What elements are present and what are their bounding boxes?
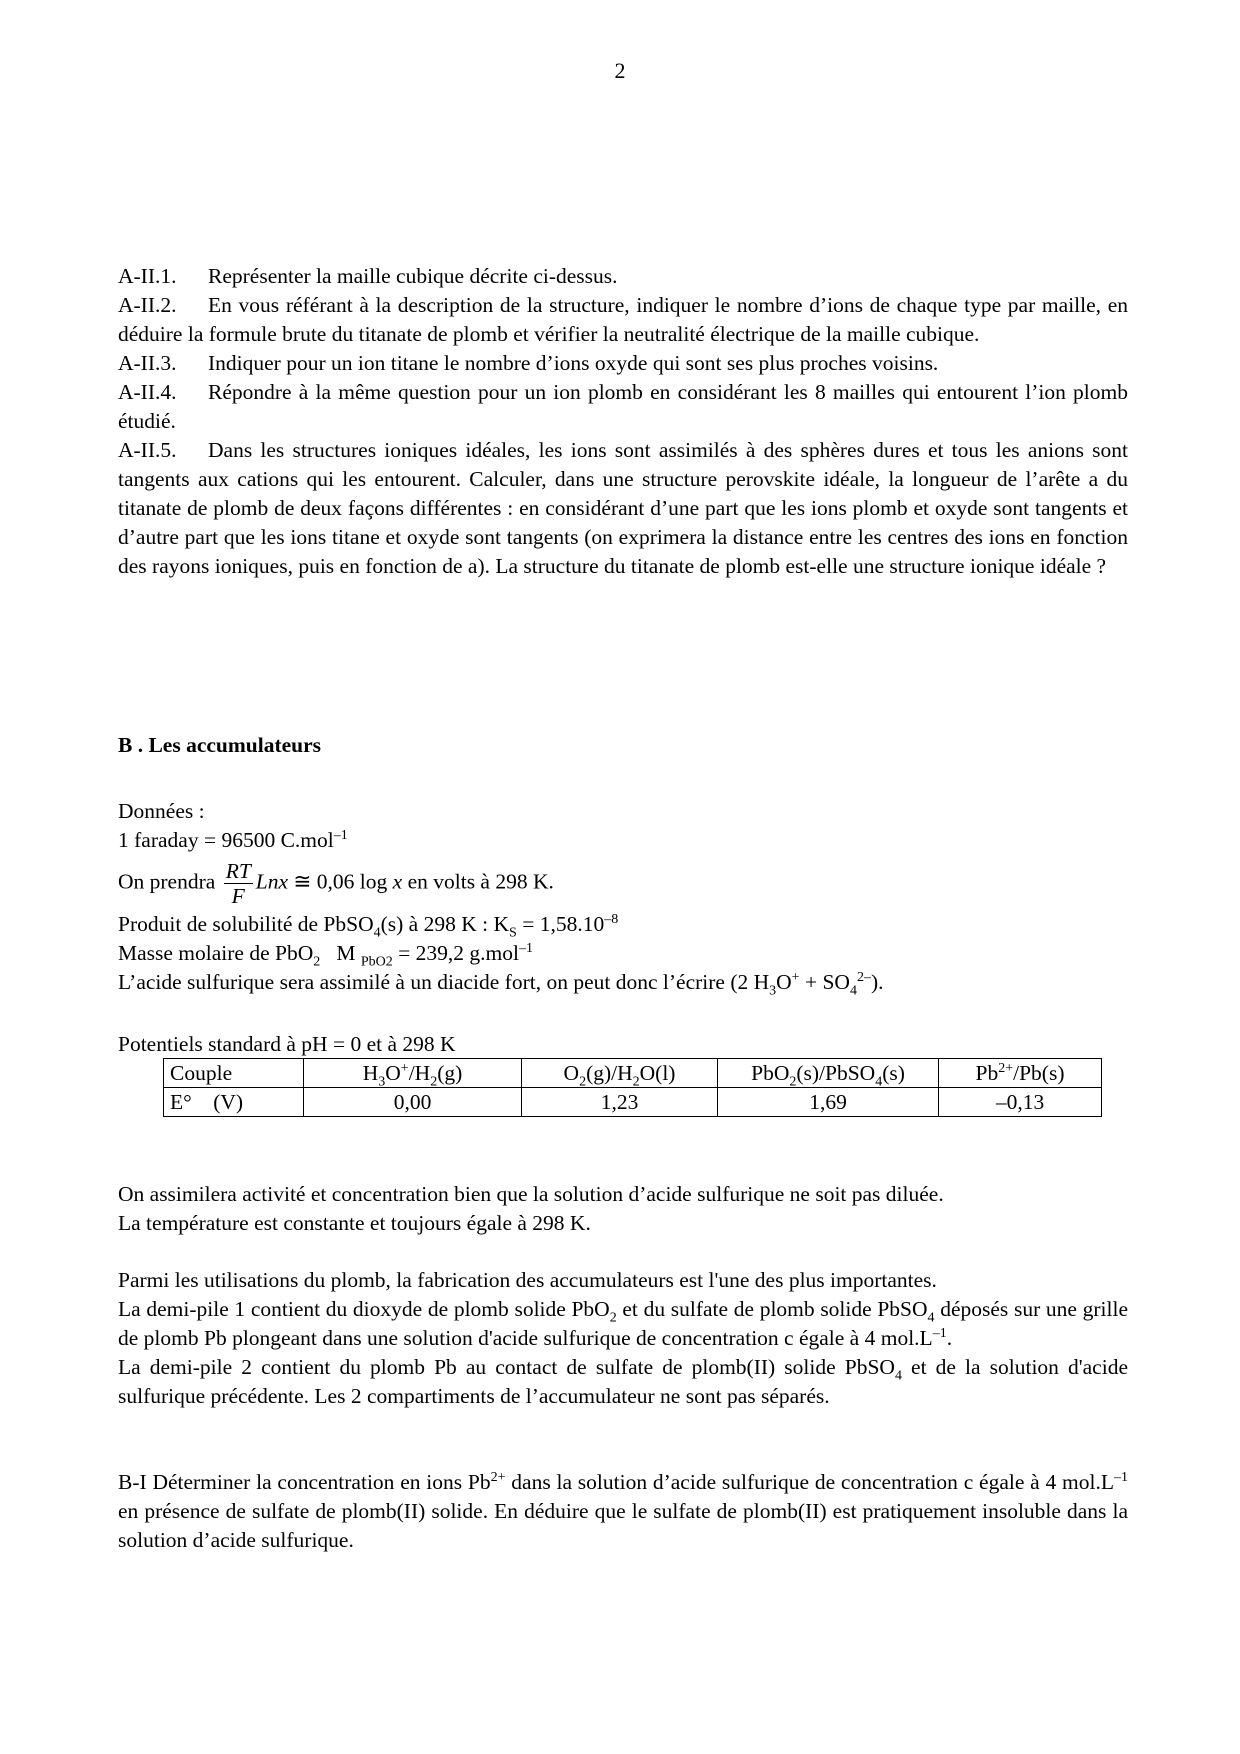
- questions-a2: [118, 262, 1128, 581]
- table-cell: E° (V): [164, 1088, 304, 1117]
- molar-mass-line: Masse molaire de PbO$_2$ M $_{PbO2}$ = 239,2 g.mol$^{-1}$: [118, 940, 533, 970]
- donnees-label: Données :: [118, 799, 205, 823]
- question-b1: B-I Déterminer la concentration en ions $Pb^{2+}$ dans la solution d’acide sulfurique de concentration c égale à 4 $mol.L^{-1}$ en présence de sulfate de plomb(II) solide. En déduire que le sulfate de plomb(II) est pratiquement insoluble dans la solution d’acide sulfurique.: [118, 1469, 1128, 1552]
- table-cell: Couple: [164, 1059, 304, 1088]
- table-row: [164, 1088, 1102, 1117]
- question-label: A-II.2.: [118, 293, 177, 317]
- rt-over-f-fraction: $\frac{RT}{F}$: [225, 859, 251, 908]
- question-label: A-II.5.: [118, 438, 177, 462]
- question-text: En vous référant à la description de la structure, indiquer le nombre d’ions de chaque type par maille, en déduire la formule brute du titanate de plomb et vérifier la neutralité électrique de la maille cubique.: [118, 293, 1128, 346]
- question-a2-3: [118, 349, 1128, 378]
- table-cell: 0,00: [304, 1088, 522, 1117]
- table-cell: 1,69: [718, 1088, 939, 1117]
- question-text: Représenter la maille cubique décrite ci-dessus.: [208, 264, 618, 288]
- assumption-line: On assimilera activité et concentration bien que la solution d’acide sulfurique ne soit pas diluée.: [118, 1182, 944, 1206]
- demi-pile-2: La demi-pile 2 contient du plomb Pb au contact de sulfate de plomb(II) solide PbSO$_4$ et de la solution d'acide sulfurique précédente. Les 2 compartiments de l’accumulateur ne sont pas séparés.: [118, 1355, 1128, 1408]
- question-a2-1: [118, 262, 1128, 291]
- potentials-table: [163, 1058, 1102, 1117]
- accumulator-description: [118, 1266, 1128, 1411]
- question-text: Dans les structures ioniques idéales, les ions sont assimilés à des sphères dures et tous les anions sont tangents aux cations qui les entourent. Calculer, dans une structure perovskite idéale, la longueur de l’arête a du titanate de plomb de deux façons différentes : en considérant d’une part que les ions plomb et oxyde sont tangents et d’autre part que les ions titane et oxyde sont tangents (on exprimera la distance entre les centres des ions en fonction des rayons ioniques, puis en fonction de a). La structure du titanate de plomb est-elle une structure ionique idéale ?: [118, 438, 1128, 578]
- section-title: B . Les accumulateurs: [118, 733, 322, 757]
- demi-pile-1: La demi-pile 1 contient du dioxyde de plomb solide PbO$_2$ et du sulfate de plomb solide PbSO$_4$ déposés sur une grille de plomb Pb plongeant dans une solution d'acide sulfurique de concentration c égale à 4 $mol.L^{-1}$.: [118, 1297, 1128, 1350]
- table-cell: $H_3O^+/H_2(g)$: [304, 1059, 522, 1088]
- table-cell: $Pb^{2+}/Pb(s)$: [939, 1059, 1102, 1088]
- page-number: 2: [614, 58, 626, 83]
- acid-line: L’acide sulfurique sera assimilé à un diacide fort, on peut donc l’écrire (2 $H_3O^+ + SO_4^{2-}$).: [118, 969, 884, 999]
- table-cell: PbO$_2$(s)/PbSO$_4$(s): [718, 1059, 939, 1088]
- question-text: Répondre à la même question pour un ion plomb en considérant les 8 mailles qui entourent l’ion plomb étudié.: [118, 380, 1128, 433]
- question-label: A-II.3.: [118, 351, 177, 375]
- question-label: A-II.4.: [118, 380, 177, 404]
- table-cell: –0,13: [939, 1088, 1102, 1117]
- table-cell: 1,23: [522, 1088, 718, 1117]
- nernst-line: On prendra $\frac{RT}{F}$ Lnx ≅ 0,06 log x en volts à 298 K.: [118, 859, 554, 908]
- assumption-line: La température est constante et toujours égale à 298 K.: [118, 1211, 591, 1235]
- question-a2-5: [118, 436, 1128, 581]
- question-label: A-II.1.: [118, 264, 177, 288]
- table-caption: Potentiels standard à pH = 0 et à 298 K: [118, 1032, 456, 1056]
- question-a2-4: [118, 378, 1128, 436]
- intro-line: Parmi les utilisations du plomb, la fabrication des accumulateurs est l'une des plus importantes.: [118, 1268, 937, 1292]
- assumptions: [118, 1180, 1128, 1238]
- question-text: Indiquer pour un ion titane le nombre d’ions oxyde qui sont ses plus proches voisins.: [208, 351, 939, 375]
- ks-line: Produit de solubilité de PbSO$_4$(s) à 298 K : $K_S = 1,58.10^{-8}$: [118, 911, 619, 941]
- question-a2-2: [118, 291, 1128, 349]
- table-cell: $O_2(g)/H_2O(l)$: [522, 1059, 718, 1088]
- data-block: [118, 797, 1128, 997]
- table-header-row: [164, 1059, 1102, 1088]
- faraday-line: 1 faraday = 96500 C.mol$^{-1}$: [118, 827, 348, 852]
